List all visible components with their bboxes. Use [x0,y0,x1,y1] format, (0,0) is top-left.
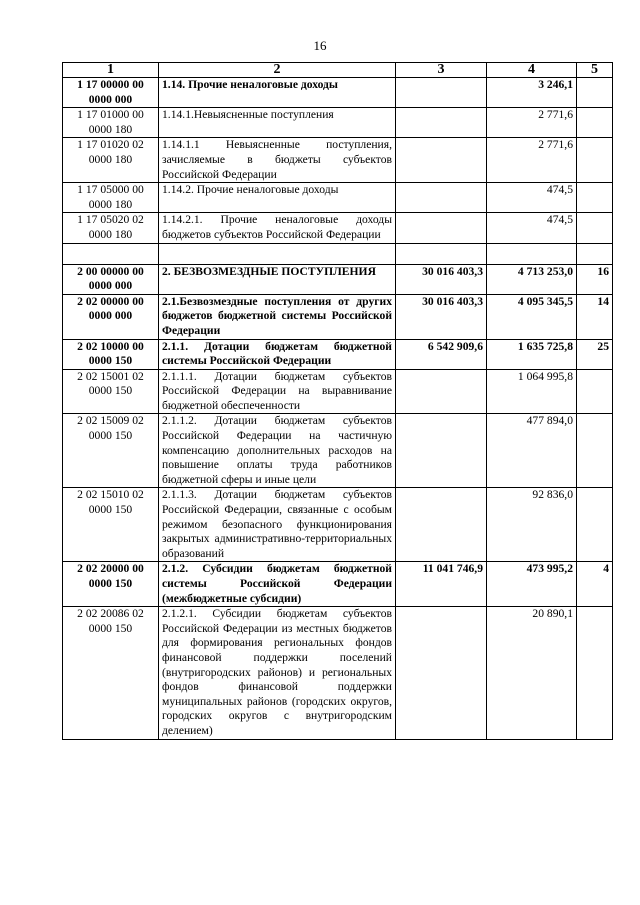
table-row [63,369,613,414]
table-row [63,488,613,562]
name-cell: 1.14.2.1. Прочие неналоговые доходы бюджетов субъектов Российской Федерации [159,213,396,243]
actual-amount-cell: 1 635 725,8 [487,339,577,369]
plan-amount-cell [396,138,487,183]
table-row [63,243,613,264]
actual-amount-cell: 2 771,6 [487,108,577,138]
percent-cell: 14 [577,294,613,339]
table-row [63,339,613,369]
plan-amount-cell [396,243,487,264]
page-number: 16 [313,38,327,53]
name-cell: 2.1.1. Дотации бюджетам бюджетной системы Российской Федерации [159,339,396,369]
column-header-plan: 3 [396,63,487,78]
name-cell: 2.1.2. Субсидии бюджетам бюджетной системы Российской Федерации (межбюджетные субсидии) [159,562,396,607]
actual-amount-cell: 2 771,6 [487,138,577,183]
column-header-name: 2 [159,63,396,78]
code-cell: 2 02 15010 02 0000 150 [63,488,159,562]
percent-cell [577,607,613,739]
name-cell: 2.1.2.1. Субсидии бюджетам субъектов Российской Федерации из местных бюджетов для формирования региональных фондов финансовой поддержки поселений (внутригородских районов) и региональных фондов финансовой поддержки муниципальных районов (городских округов, городских округов с внутригородским делением) [159,607,396,739]
percent-cell [577,108,613,138]
plan-amount-cell [396,369,487,414]
name-cell [159,243,396,264]
code-cell: 2 02 20086 02 0000 150 [63,607,159,739]
name-cell: 2.1.1.2. Дотации бюджетам субъектов Российской Федерации на частичную компенсацию дополнительных расходов на повышение оплаты труда работников бюджетной сферы и иные цели [159,414,396,488]
name-cell: 1.14.1.Невыясненные поступления [159,108,396,138]
actual-amount-cell: 1 064 995,8 [487,369,577,414]
code-cell: 1 17 01000 00 0000 180 [63,108,159,138]
code-cell: 2 02 10000 00 0000 150 [63,339,159,369]
table-row [63,213,613,243]
plan-amount-cell [396,183,487,213]
table-row [63,108,613,138]
table-row [63,264,613,294]
plan-amount-cell [396,488,487,562]
code-cell: 1 17 00000 00 0000 000 [63,78,159,108]
name-cell: 1.14.2. Прочие неналоговые доходы [159,183,396,213]
code-cell [63,243,159,264]
code-cell: 1 17 05000 00 0000 180 [63,183,159,213]
column-header-actual: 4 [487,63,577,78]
table-row [63,414,613,488]
name-cell: 2. БЕЗВОЗМЕЗДНЫЕ ПОСТУПЛЕНИЯ [159,264,396,294]
name-cell: 2.1.1.3. Дотации бюджетам субъектов Российской Федерации, связанные с особым режимом безопасного функционирования закрытых административно-территориальных образований [159,488,396,562]
code-cell: 2 02 15009 02 0000 150 [63,414,159,488]
actual-amount-cell: 473 995,2 [487,562,577,607]
percent-cell [577,78,613,108]
plan-amount-cell [396,108,487,138]
budget-revenue-table [62,62,613,740]
table-row [63,607,613,739]
plan-amount-cell [396,213,487,243]
plan-amount-cell [396,414,487,488]
plan-amount-cell: 30 016 403,3 [396,294,487,339]
code-cell: 1 17 05020 02 0000 180 [63,213,159,243]
table-row [63,183,613,213]
percent-cell [577,183,613,213]
name-cell: 1.14. Прочие неналоговые доходы [159,78,396,108]
plan-amount-cell [396,78,487,108]
actual-amount-cell: 3 246,1 [487,78,577,108]
column-header-percent: 5 [577,63,613,78]
code-cell: 2 02 00000 00 0000 000 [63,294,159,339]
column-header-code: 1 [63,63,159,78]
plan-amount-cell: 6 542 909,6 [396,339,487,369]
percent-cell: 25 [577,339,613,369]
name-cell: 2.1.1.1. Дотации бюджетам субъектов Российской Федерации на выравнивание бюджетной обеспеченности [159,369,396,414]
actual-amount-cell [487,243,577,264]
actual-amount-cell: 474,5 [487,183,577,213]
percent-cell [577,488,613,562]
table-header-row [63,63,613,78]
percent-cell: 4 [577,562,613,607]
table-body [63,78,613,740]
actual-amount-cell: 4 713 253,0 [487,264,577,294]
table-row [63,138,613,183]
plan-amount-cell [396,607,487,739]
percent-cell: 16 [577,264,613,294]
actual-amount-cell: 474,5 [487,213,577,243]
plan-amount-cell: 30 016 403,3 [396,264,487,294]
percent-cell [577,213,613,243]
code-cell: 2 02 20000 00 0000 150 [63,562,159,607]
actual-amount-cell: 92 836,0 [487,488,577,562]
name-cell: 1.14.1.1 Невыясненные поступления, зачисляемые в бюджеты субъектов Российской Федерации [159,138,396,183]
actual-amount-cell: 4 095 345,5 [487,294,577,339]
table-row [63,562,613,607]
code-cell: 1 17 01020 02 0000 180 [63,138,159,183]
percent-cell [577,414,613,488]
code-cell: 2 00 00000 00 0000 000 [63,264,159,294]
table-row [63,294,613,339]
code-cell: 2 02 15001 02 0000 150 [63,369,159,414]
percent-cell [577,369,613,414]
plan-amount-cell: 11 041 746,9 [396,562,487,607]
name-cell: 2.1.Безвозмездные поступления от других бюджетов бюджетной системы Российской Федерации [159,294,396,339]
actual-amount-cell: 20 890,1 [487,607,577,739]
actual-amount-cell: 477 894,0 [487,414,577,488]
table-row [63,78,613,108]
percent-cell [577,138,613,183]
percent-cell [577,243,613,264]
